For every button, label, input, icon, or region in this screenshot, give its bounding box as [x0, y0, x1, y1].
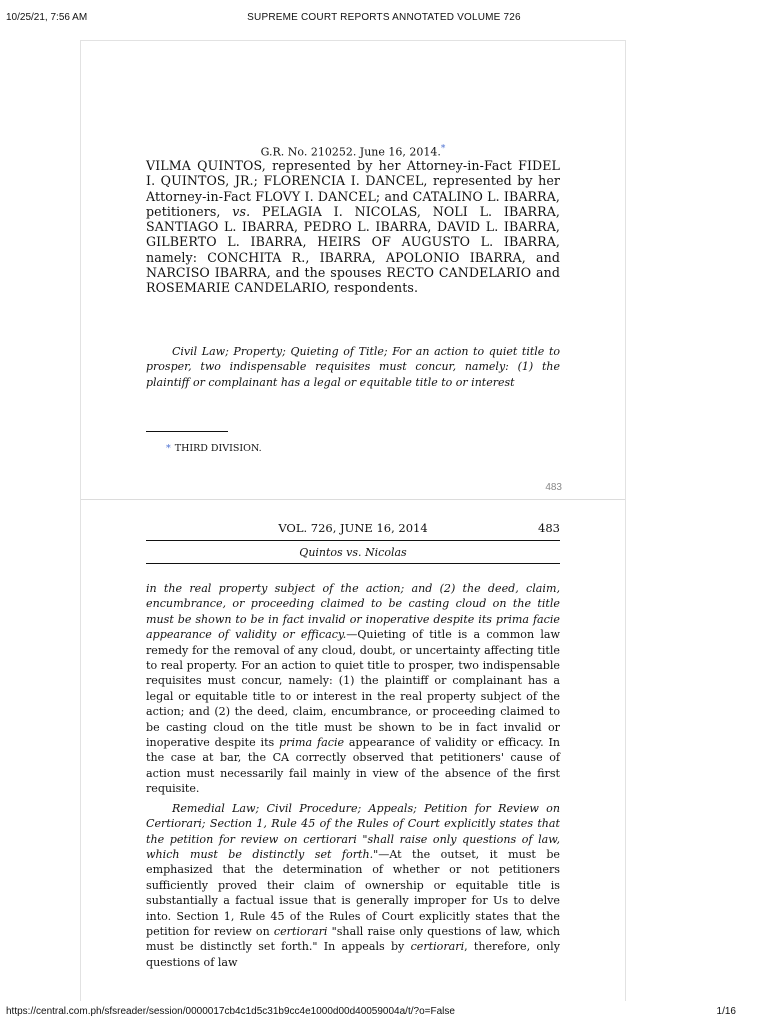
parties-versus: vs. [232, 203, 251, 219]
syllabus-emphasis: certiorari [273, 924, 328, 938]
gr-number: G.R. No. 210252. June 16, 2014. [260, 145, 441, 159]
page-divider [81, 499, 625, 500]
syllabus-text: —Quieting of title is a common law remedy for the removal of any cloud, doubt, or uncertainty affecting title to real property. For an action to quiet title to prosper, two indispensable requisites must concur, namely: (1) the plaintiff or complainant has a legal or equitable title to or interest in the real property subject of the action; and (2) the deed, claim, encumbrance, or proceeding claimed to be casting cloud on the title must be shown to be in fact invalid or inoperative despite its [146, 628, 560, 750]
syllabus-text: "shall raise only questions of law, which must be distinctly set forth." In appeals by [146, 924, 560, 954]
syllabus-emphasis: certiorari [410, 940, 465, 954]
document-sheet [80, 40, 626, 1001]
footnote-text: THIRD DIVISION. [174, 443, 262, 454]
syllabus-body [146, 581, 560, 970]
syllabus-text: appearance of validity or efficacy. In the case at bar, the CA correctly observed that petitioners' cause of action must necessarily fail mainly in view of the absence of the first requisite. [146, 736, 560, 796]
print-page-counter: 1/16 [716, 1006, 736, 1017]
footnote-marker: * [166, 443, 171, 454]
syllabus-paragraph [146, 801, 560, 970]
syllabus-text: , therefore, only questions of law [146, 940, 560, 969]
running-head-rule-top [146, 540, 560, 541]
running-head-rule-bottom [146, 563, 560, 564]
syllabus-intro: Civil Law; Property; Quieting of Title; For an action to quiet title to prosper, two indispensable requisites must concur, namely: (1) the plaintiff or complainant has a legal or equitable title to or interest [146, 345, 560, 389]
running-head-volume: VOL. 726, JUNE 16, 2014 [278, 521, 428, 535]
case-title: Quintos vs. Nicolas [299, 546, 407, 559]
parties-respondents: PELAGIA I. NICOLAS, NOLI L. IBARRA, SANTIAGO L. IBARRA, PEDRO L. IBARRA, DAVID L. IBARRA, GILBERTO L. IBARRA, HEIRS OF AUGUSTO L. IBARRA, namely: CONCHITA R., IBARRA, APOLONIO IBARRA, and NARCISO IBARRA, and the spouses RECTO CANDELARIO and ROSEMARIE CANDELARIO, respondents. [146, 203, 561, 296]
syllabus-paragraph [146, 581, 560, 797]
parties-petitioners: VILMA QUINTOS, represented by her Attorney-in-Fact FIDEL I. QUINTOS, JR.; FLORENCIA I. DANCEL, represented by her Attorney-in-Fact FLOVY I. DANCEL; and CATALINO L. IBARRA, petitioners, [146, 158, 560, 219]
syllabus-headnote: in the real property subject of the action; and (2) the deed, claim, encumbrance, or proceeding claimed to be casting cloud on the title must be shown to be in fact invalid or inoperative despite its prima facie appearance of validity or efficacy. [146, 582, 560, 642]
footnote-ref-link[interactable]: * [440, 144, 446, 154]
print-document-title: SUPREME COURT REPORTS ANNOTATED VOLUME 726 [247, 12, 521, 23]
running-head-page: 483 [538, 521, 560, 535]
syllabus-text: —At the outset, it must be emphasized that the determination of whether or not petitioners sufficiently proved their claim of ownership or equitable title is substantially a factual issue that is generally improper for Us to delve into. Section 1, Rule 45 of the Rules of Court explicitly states that the petition for review on [146, 847, 560, 938]
running-head [146, 521, 560, 537]
gr-number-line [146, 144, 560, 159]
print-url: https://central.com.ph/sfsreader/session/0000017cb4c1d5c31b9cc4e1000d00d40059004a/t/?o=False [6, 1006, 455, 1017]
syllabus-emphasis: prima facie [279, 736, 345, 750]
footnote-rule [146, 431, 228, 432]
print-footer [0, 1000, 768, 1024]
print-datetime: 10/25/21, 7:56 AM [6, 12, 88, 23]
case-parties [146, 158, 560, 296]
page-number: 483 [545, 482, 562, 493]
print-header [0, 0, 768, 30]
syllabus-headnote: Remedial Law; Civil Procedure; Appeals; Petition for Review on Certiorari; Section 1, Rule 45 of the Rules of Court explicitly states that the petition for review on certiorari "shall raise only questions of law, which must be distinctly set forth." [146, 801, 560, 861]
footnote [166, 443, 262, 454]
